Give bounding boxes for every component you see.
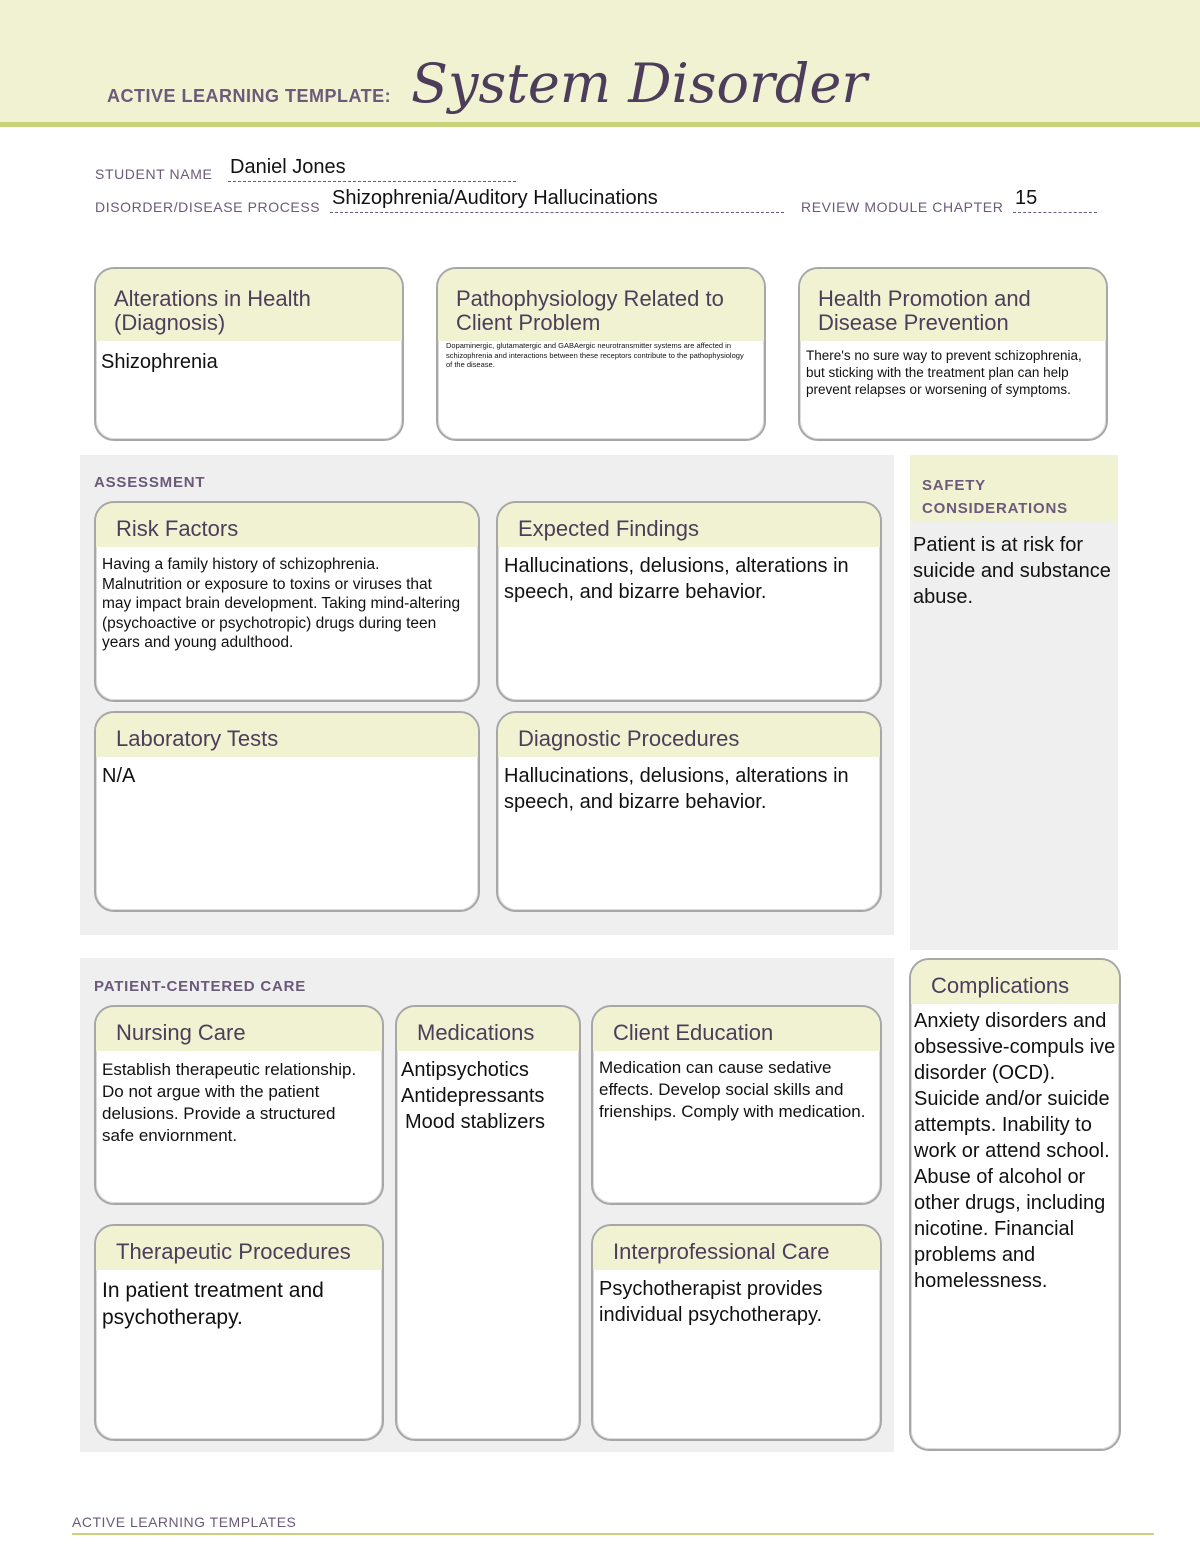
patient-care-title: PATIENT-CENTERED CARE xyxy=(94,978,307,995)
safety-title: SAFETY CONSIDERATIONS xyxy=(922,477,1068,517)
complications-card xyxy=(909,958,1121,1451)
page-title: System Disorder xyxy=(411,52,868,115)
therapeutic-procedures-body[interactable]: In patient treatment and psychotherapy. xyxy=(102,1279,324,1329)
complications-title: Complications xyxy=(911,960,1119,1004)
safety-body[interactable]: Patient is at risk for suicide and substance abuse. xyxy=(913,534,1111,608)
chapter-label: REVIEW MODULE CHAPTER xyxy=(801,199,1004,215)
disorder-label: DISORDER/DISEASE PROCESS xyxy=(95,199,321,215)
diagnostic-procedures-card xyxy=(496,711,882,912)
client-education-body[interactable]: Medication can cause sedative effects. Develop social skills and frienships. Comply with medication. xyxy=(599,1058,866,1121)
therapeutic-procedures-card xyxy=(94,1224,384,1441)
alterations-title: Alterations in Health (Diagnosis) xyxy=(96,269,402,341)
therapeutic-procedures-title: Therapeutic Procedures xyxy=(96,1226,382,1270)
disorder-field[interactable]: Shizophrenia/Auditory Hallucinations xyxy=(330,187,784,213)
medication-item[interactable]: Mood stablizers xyxy=(405,1111,546,1133)
medications-card xyxy=(395,1005,581,1441)
header-lead: ACTIVE LEARNING TEMPLATE: xyxy=(107,86,392,106)
interprofessional-care-card xyxy=(591,1224,882,1441)
footer-text: ACTIVE LEARNING TEMPLATES xyxy=(72,1514,297,1530)
diagnostic-procedures-title: Diagnostic Procedures xyxy=(498,713,880,757)
client-education-title: Client Education xyxy=(593,1007,880,1051)
diagnostic-procedures-body[interactable]: Hallucinations, delusions, alterations in speech, and bizarre behavior. xyxy=(504,765,849,813)
nursing-care-title: Nursing Care xyxy=(96,1007,382,1051)
expected-findings-card xyxy=(496,501,882,702)
laboratory-tests-title: Laboratory Tests xyxy=(96,713,478,757)
laboratory-tests-card xyxy=(94,711,480,912)
safety-panel xyxy=(910,455,1118,950)
health-promotion-title: Health Promotion and Disease Prevention xyxy=(800,269,1106,341)
client-education-card xyxy=(591,1005,882,1205)
risk-factors-title: Risk Factors xyxy=(96,503,478,547)
health-promotion-card xyxy=(798,267,1108,441)
medications-list xyxy=(397,1051,579,1141)
alterations-card xyxy=(94,267,404,441)
risk-factors-body[interactable]: Having a family history of schizophrenia. Malnutrition or exposure to toxins or viruses that may impact brain development. Taking mind-altering (psychoactive or psychotropic) drugs during teen years and young adulthood. xyxy=(102,556,461,651)
medication-item[interactable]: Antidepressants xyxy=(401,1085,545,1107)
health-promotion-body[interactable]: There's no sure way to prevent schizophrenia, but sticking with the treatment plan can help prevent relapses or worsening of symptoms. xyxy=(806,348,1082,397)
complications-body[interactable]: Anxiety disorders and obsessive-compuls ive disorder (OCD). Suicide and/or suicide attempts. Inability to work or attend school. Abuse of alcohol or other drugs, including nicotine. Financial problems and homelessness. xyxy=(914,1010,1116,1292)
pathophysiology-card xyxy=(436,267,766,441)
interprofessional-care-title: Interprofessional Care xyxy=(593,1226,880,1270)
expected-findings-title: Expected Findings xyxy=(498,503,880,547)
student-name-field[interactable]: Daniel Jones xyxy=(228,156,516,182)
header-divider xyxy=(0,122,1200,127)
alterations-body[interactable]: Shizophrenia xyxy=(101,351,218,373)
student-name-label: STUDENT NAME xyxy=(95,166,213,182)
nursing-care-body[interactable]: Establish therapeutic relationship. Do not argue with the patient delusions. Provide a structured safe enviornment. xyxy=(102,1060,357,1145)
assessment-title: ASSESSMENT xyxy=(94,474,206,491)
pathophysiology-title: Pathophysiology Related to Client Problem xyxy=(438,269,764,341)
expected-findings-body[interactable]: Hallucinations, delusions, alterations in speech, and bizarre behavior. xyxy=(504,555,849,603)
interprofessional-care-body[interactable]: Psychotherapist provides individual psychotherapy. xyxy=(599,1278,823,1326)
footer-divider xyxy=(72,1533,1154,1535)
chapter-field[interactable]: 15 xyxy=(1013,187,1097,213)
risk-factors-card xyxy=(94,501,480,702)
laboratory-tests-body[interactable]: N/A xyxy=(102,765,136,787)
medications-title: Medications xyxy=(397,1007,579,1051)
nursing-care-card xyxy=(94,1005,384,1205)
pathophysiology-body[interactable]: Dopaminergic, glutamatergic and GABAergic neurotransmitter systems are affected in schizophrenia and interactions between these receptors contribute to the pathophysiology of the disease. xyxy=(446,341,744,369)
medication-item[interactable]: Antipsychotics xyxy=(401,1059,529,1081)
